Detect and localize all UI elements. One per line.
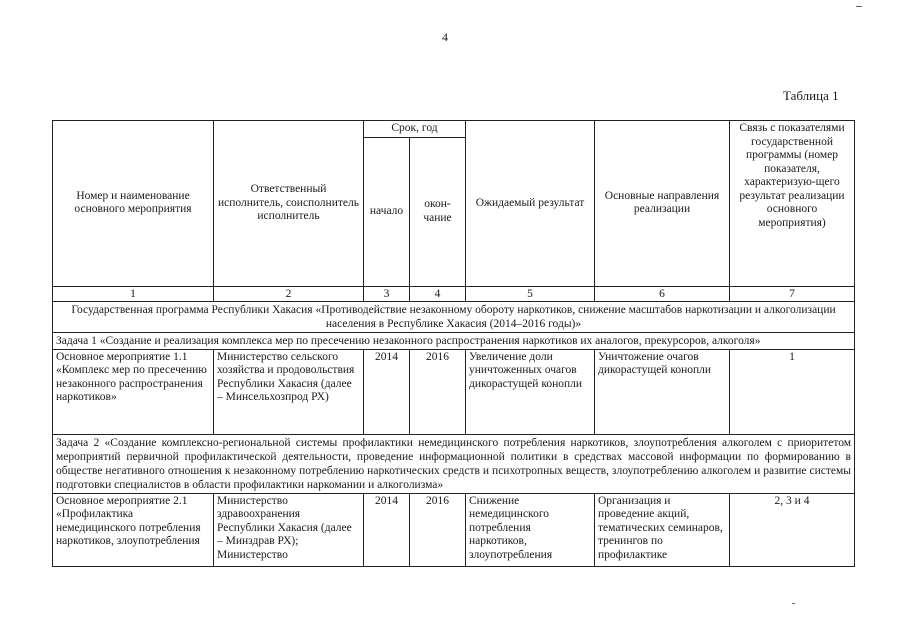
task-2: Задача 2 «Создание комплексно-региональной системы профилактики немедицинского потребления наркотиков, злоупотребления алкоголем с приоритетом мероприятий первичной профилактической деятельности, проведение информационной политики в средствах массовой информации по формированию в обществе негативного отношения к незаконному потреблению наркотических средств и психотропных веществ, злоупотреблению алкоголем и развитие системы подготовки специалистов в области профилактики наркомании и алкоголизма» xyxy=(53,434,855,493)
column-number: 1 xyxy=(53,286,214,301)
activity-end: 2016 xyxy=(410,349,466,434)
column-number: 3 xyxy=(364,286,410,301)
header-executor: Ответственный исполнитель, соисполнитель исполнитель xyxy=(214,121,364,287)
activity-directions: Уничтожение очагов дикорастущей конопли xyxy=(595,349,730,434)
activity-directions: Организация и проведение акций, тематических семинаров, тренингов по профилактике xyxy=(595,493,730,566)
activity-end: 2016 xyxy=(410,493,466,566)
table-row xyxy=(53,493,855,566)
header-directions: Основные направления реализации xyxy=(595,121,730,287)
header-link: Связь с показателями государственной программы (номер показателя, характеризую-щего результат реализации основного мероприятия) xyxy=(730,121,855,287)
activity-executor: Министерство здравоохранения Республики Хакасия (далее – Минздрав РХ); Министерство xyxy=(214,493,364,566)
corner-mark xyxy=(856,6,862,7)
program-table xyxy=(52,120,855,567)
column-number: 7 xyxy=(730,286,855,301)
program-title: Государственная программа Республики Хакасия «Противодействие незаконному обороту наркотиков, снижение масштабов наркотизации и алкоголизации населения в Республике Хакасия (2014–2016 годы)» xyxy=(53,301,855,332)
activity-name: Основное мероприятие 2.1 «Профилактика немедицинского потребления наркотиков, злоупотребления xyxy=(53,493,214,566)
activity-name: Основное мероприятие 1.1 «Комплекс мер по пресечению незаконного распространения наркотиков» xyxy=(53,349,214,434)
header-result: Ожидаемый результат xyxy=(466,121,595,287)
column-number: 2 xyxy=(214,286,364,301)
column-number: 5 xyxy=(466,286,595,301)
activity-result: Увеличение доли уничтоженных очагов дикорастущей конопли xyxy=(466,349,595,434)
activity-link: 2, 3 и 4 xyxy=(730,493,855,566)
table-caption: Таблица 1 xyxy=(783,88,839,103)
activity-result: Снижение немедицинского потребления наркотиков, злоупотребления xyxy=(466,493,595,566)
header-term: Срок, год xyxy=(364,121,466,138)
activity-executor: Министерство сельского хозяйства и продовольствия Республики Хакасия (далее – Минсельхозпрод РХ) xyxy=(214,349,364,434)
activity-start: 2014 xyxy=(364,349,410,434)
column-number: 6 xyxy=(595,286,730,301)
header-end: окон-чание xyxy=(410,137,466,286)
header-name: Номер и наименование основного мероприятия xyxy=(53,121,214,287)
table-row xyxy=(53,349,855,434)
header-start: начало xyxy=(364,137,410,286)
column-number: 4 xyxy=(410,286,466,301)
task-1: Задача 1 «Создание и реализация комплекса мер по пресечению незаконного распространения наркотиков их аналогов, прекурсоров, алкоголя» xyxy=(53,332,855,349)
bottom-mark xyxy=(792,603,795,604)
page-number: 4 xyxy=(442,30,448,44)
activity-start: 2014 xyxy=(364,493,410,566)
activity-link: 1 xyxy=(730,349,855,434)
